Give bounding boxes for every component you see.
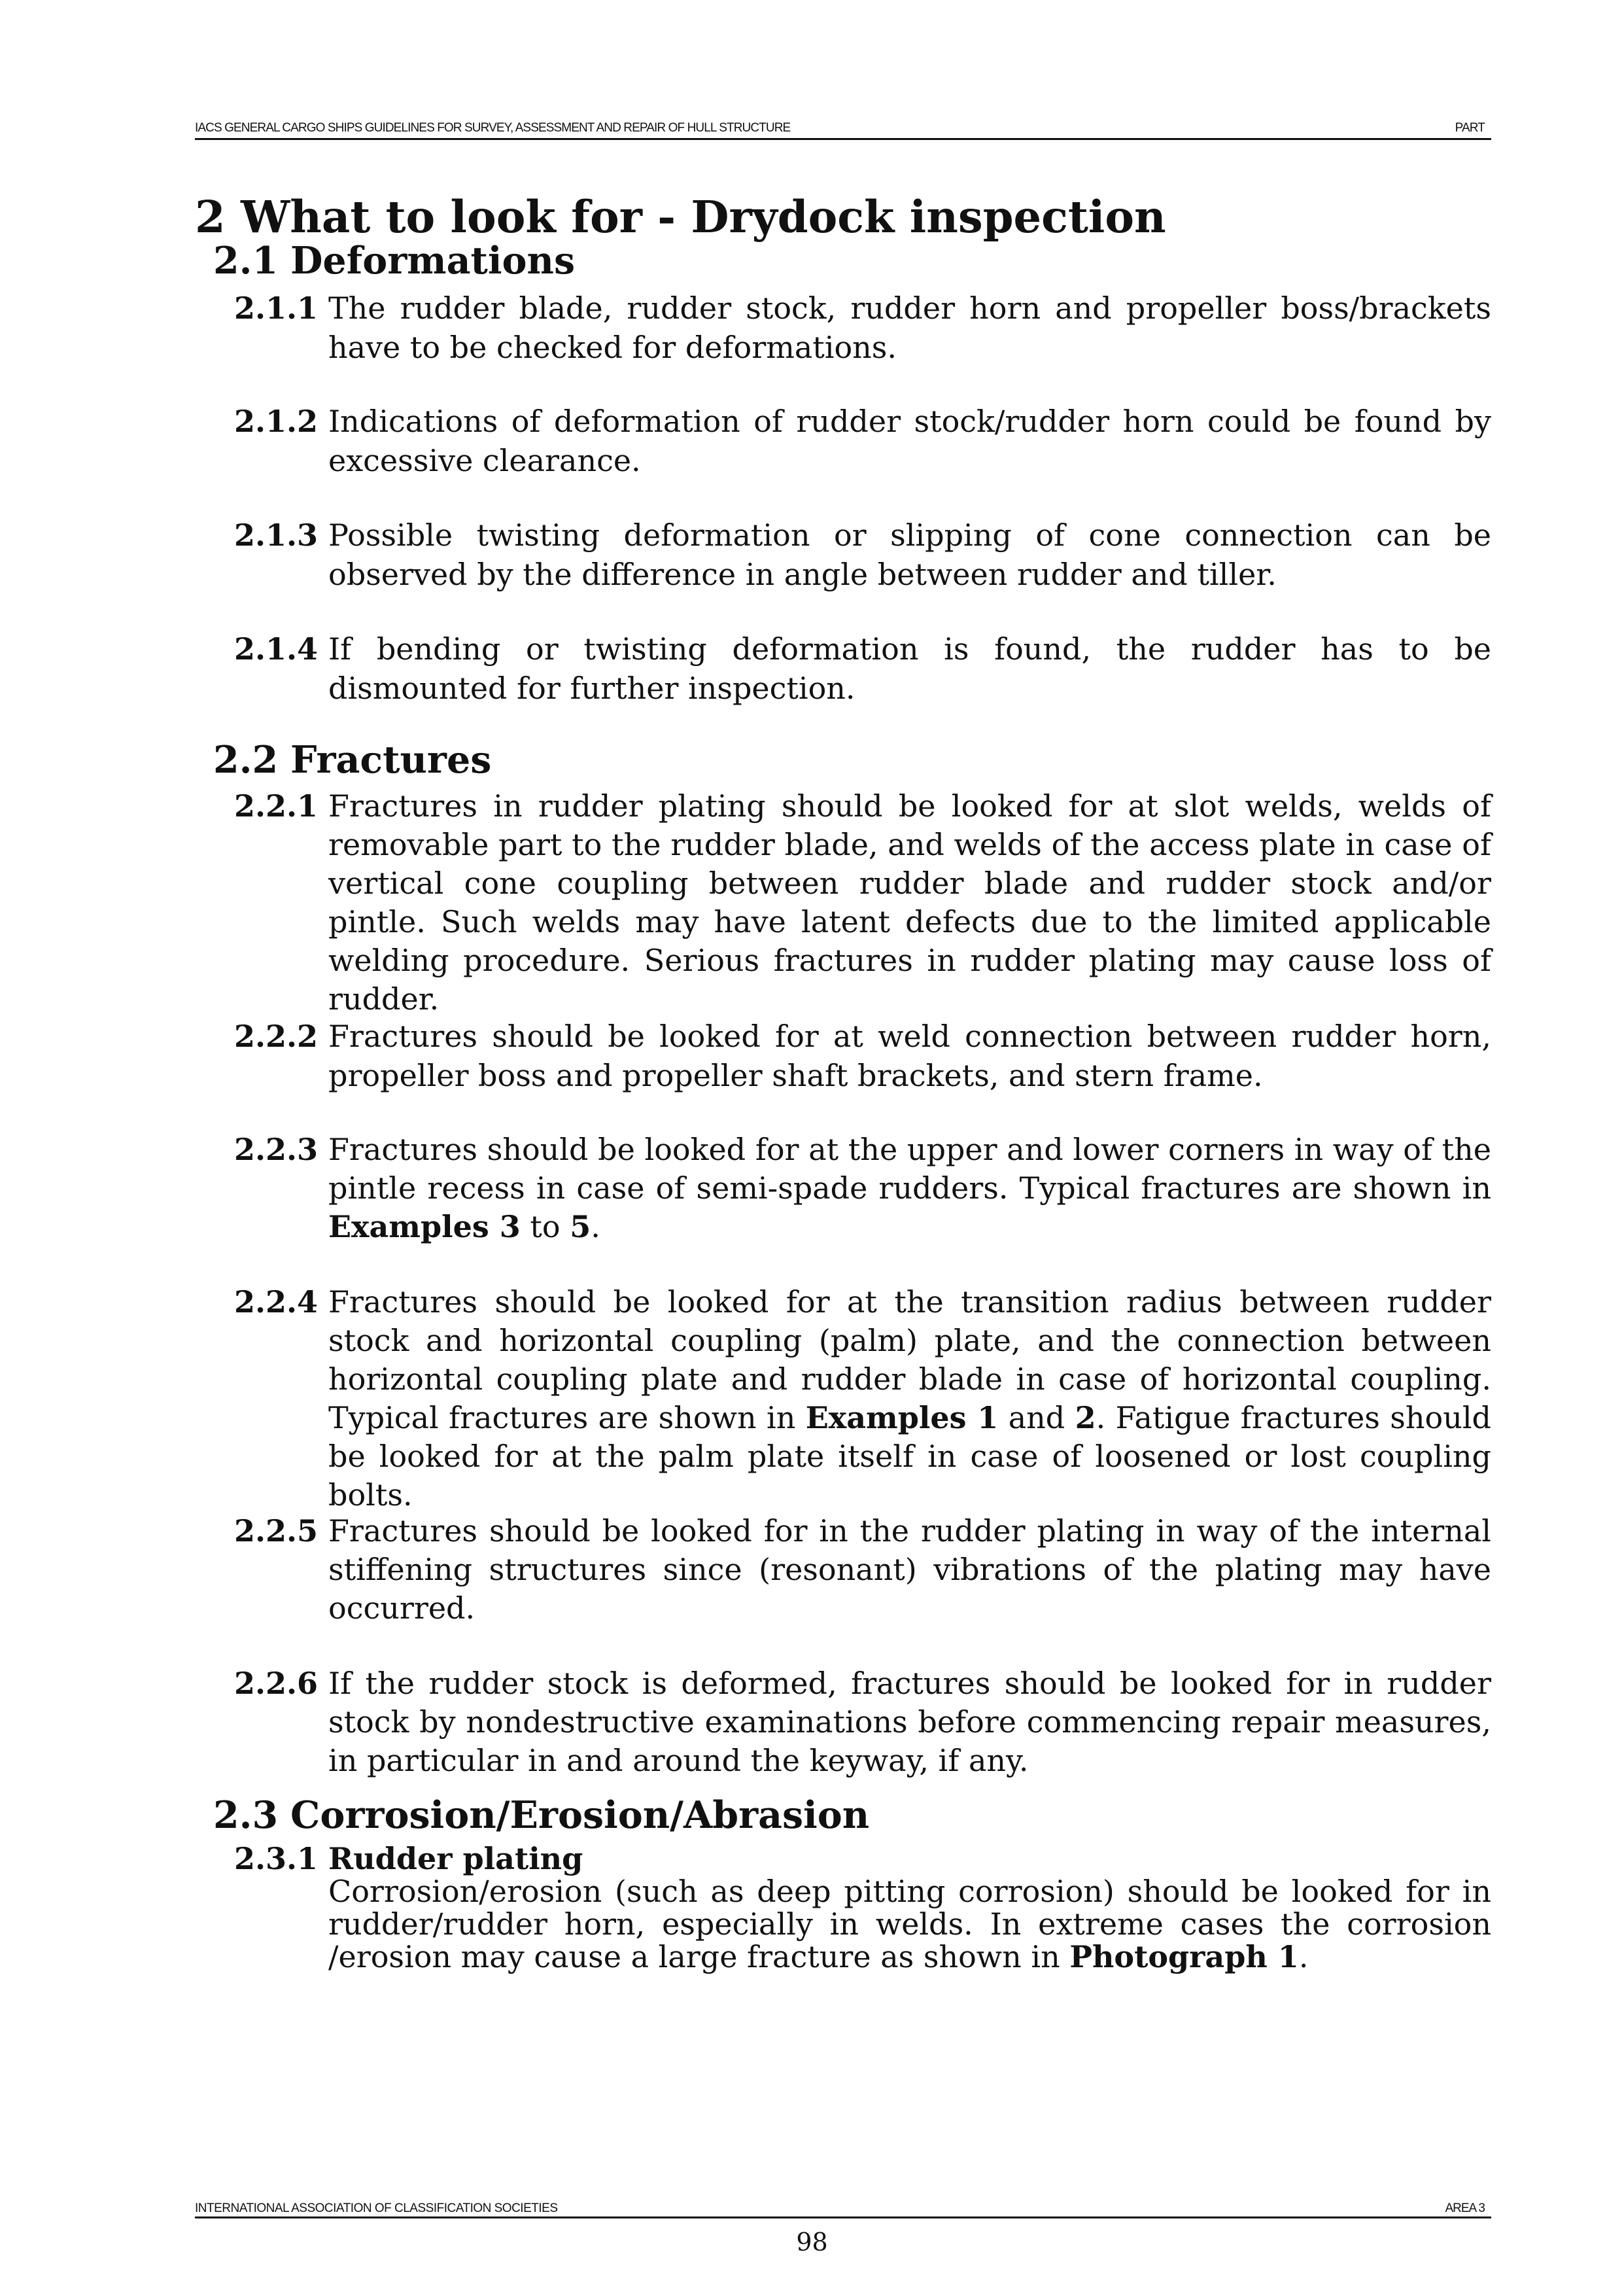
- paragraph-text: Fractures should be looked for at weld connection between rudder horn, propeller boss and propeller shaft brackets, and stern frame.: [328, 1019, 1491, 1093]
- page-number: 98: [796, 2228, 828, 2256]
- paragraph-text: Possible twisting deformation or slipping of cone connection can be observed by the difference in angle between rudder and tiller.: [328, 517, 1491, 592]
- chapter-title: 2 What to look for - Drydock inspection: [195, 191, 1166, 243]
- paragraph-number: 2.1.3: [234, 517, 319, 553]
- section-title: Deformations: [290, 239, 576, 283]
- section-title: Fractures: [290, 738, 492, 782]
- paragraph-2-2-3: [234, 1130, 1491, 1246]
- paragraph-2-2-1: [234, 787, 1491, 1019]
- section-heading-fractures: [213, 738, 491, 782]
- section-title: Corrosion/Erosion/Abrasion: [290, 1793, 870, 1837]
- running-footer: [195, 2201, 1491, 2218]
- paragraph-2-2-2: [234, 1017, 1491, 1095]
- paragraph-text: Fractures in rudder plating should be looked for at slot welds, welds of removable part to the rudder blade, and welds of the access plate in case of vertical cone coupling between rudder blade and rudder stock and/or pintle. Such welds may have latent defects due to the limited applicable welding procedure. Serious fractures in rudder plating may cause loss of rudder.: [328, 788, 1491, 1017]
- paragraph-2-2-4: [234, 1283, 1491, 1515]
- section-number: 2.3: [213, 1793, 279, 1837]
- paragraph-text: Fractures should be looked for at the upper and lower corners in way of the pintle recess in case of semi-spade rudders. Typical fractures are shown in Examples 3 to 5.: [328, 1132, 1491, 1244]
- paragraph-2-1-1: [234, 289, 1491, 367]
- paragraph-2-1-2: [234, 402, 1491, 480]
- paragraph-text: If the rudder stock is deformed, fractures should be looked for in rudder stock by nondestructive examinations before commencing repair measures, in particular in and around the keyway, if any.: [328, 1666, 1491, 1778]
- paragraph-number: 2.2.5: [234, 1513, 319, 1549]
- section-number: 2.1: [213, 239, 279, 283]
- paragraph-number: 2.2.6: [234, 1666, 319, 1701]
- paragraph-number: 2.1.1: [234, 290, 319, 326]
- running-header: [195, 120, 1491, 140]
- paragraph-2-1-4: [234, 629, 1491, 708]
- section-number: 2.2: [213, 738, 279, 782]
- example-reference: 5: [570, 1209, 591, 1244]
- paragraph-2-2-6: [234, 1664, 1491, 1780]
- footer-organization: INTERNATIONAL ASSOCIATION OF CLASSIFICATION SOCIETIES: [195, 2201, 558, 2215]
- paragraph-text: Corrosion/erosion (such as deep pitting corrosion) should be looked for in rudder/rudder horn, especially in welds. In extreme cases the corrosion /erosion may cause a large fracture as shown in Photograph 1.: [328, 1874, 1491, 1974]
- section-heading-deformations: [213, 239, 575, 283]
- paragraph-number: 2.1.4: [234, 631, 319, 667]
- paragraph-number: 2.2.1: [234, 788, 319, 824]
- paragraph-number: 2.1.2: [234, 404, 319, 439]
- photograph-reference: Photograph 1: [1069, 1939, 1299, 1974]
- example-reference: Examples 1: [805, 1400, 999, 1435]
- paragraph-text: Fractures should be looked for in the rudder plating in way of the internal stiffening structures since (resonant) vibrations of the plating may have occurred.: [328, 1513, 1491, 1626]
- paragraph-number: 2.3.1: [234, 1841, 319, 1876]
- example-reference: 2: [1075, 1400, 1096, 1435]
- paragraph-text: If bending or twisting deformation is found, the rudder has to be dismounted for further inspection.: [328, 631, 1491, 706]
- header-part: PART: [1455, 121, 1485, 135]
- section-heading-corrosion: [213, 1793, 869, 1838]
- paragraph-number: 2.2.2: [234, 1019, 319, 1054]
- paragraph-2-2-5: [234, 1512, 1491, 1628]
- paragraph-text: Indications of deformation of rudder stock/rudder horn could be found by excessive clearance.: [328, 404, 1491, 478]
- paragraph-2-1-3: [234, 516, 1491, 594]
- paragraph-2-3-1: [234, 1842, 1491, 1973]
- paragraph-text: The rudder blade, rudder stock, rudder horn and propeller boss/brackets have to be checked for deformations.: [328, 290, 1491, 365]
- paragraph-text: Fractures should be looked for at the transition radius between rudder stock and horizontal coupling (palm) plate, and the connection between horizontal coupling plate and rudder blade in case of horizontal coupling. Typical fractures are shown in Examples 1 and 2. Fatigue fractures should be looked for at the palm plate itself in case of loosened or lost coupling bolts.: [328, 1284, 1492, 1513]
- subsection-heading: Rudder plating: [328, 1841, 583, 1876]
- footer-area: AREA 3: [1445, 2201, 1485, 2215]
- paragraph-number: 2.2.3: [234, 1132, 319, 1167]
- header-title: IACS GENERAL CARGO SHIPS GUIDELINES FOR SURVEY, ASSESSMENT AND REPAIR OF HULL STRUCTURE: [195, 121, 791, 135]
- paragraph-number: 2.2.4: [234, 1284, 319, 1320]
- example-reference: Examples 3: [328, 1209, 521, 1244]
